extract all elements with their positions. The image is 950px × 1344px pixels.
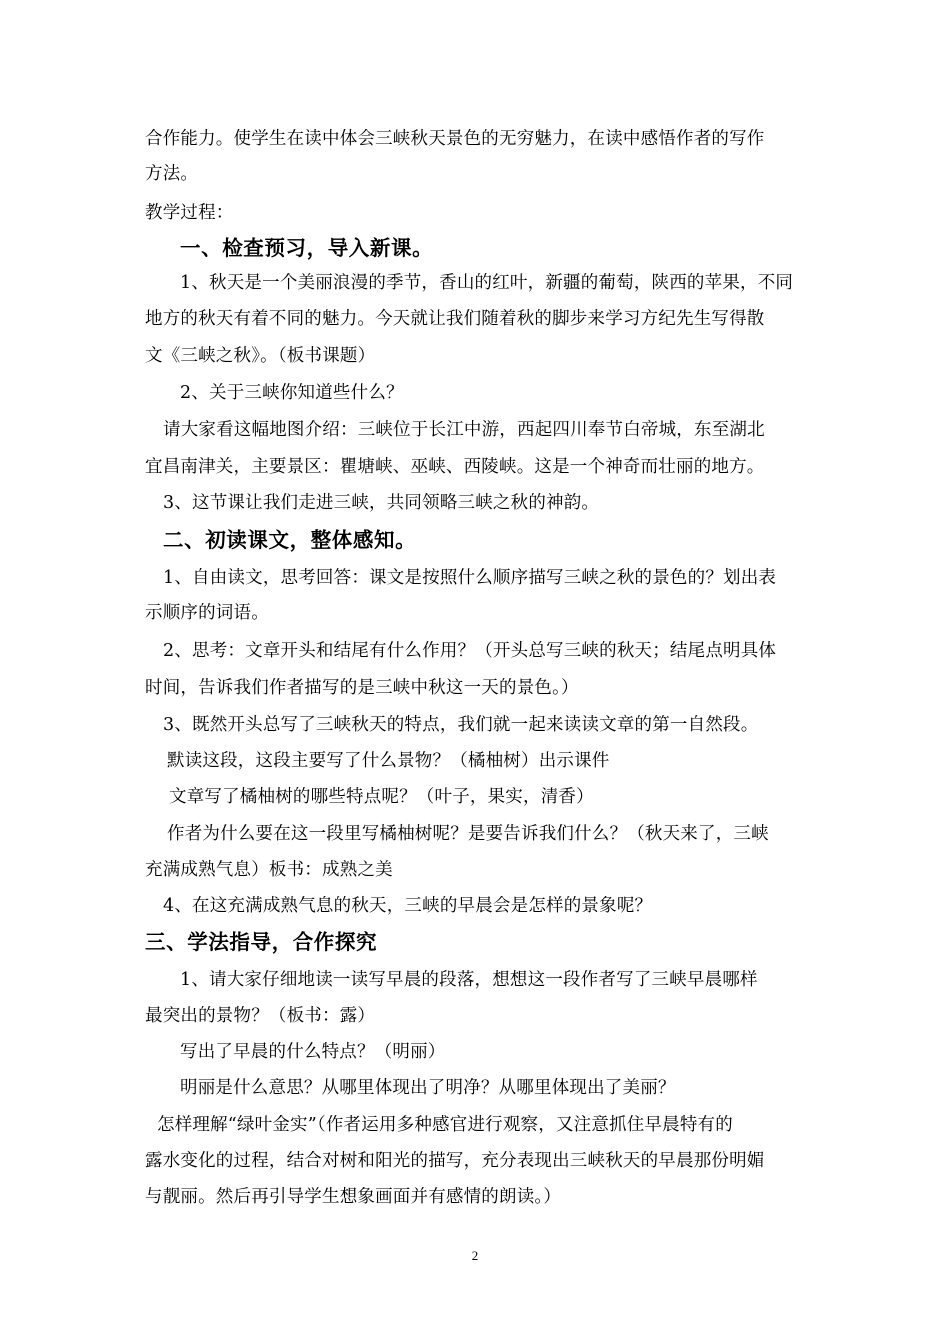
paragraph-line: 1、秋天是一个美丽浪漫的季节，香山的红叶，新疆的葡萄，陕西的苹果，不同 [180, 273, 794, 293]
paragraph-line: 怎样理解“绿叶金实”（作者运用多种感官进行观察，又注意抓住早晨特有的 [157, 1115, 733, 1135]
paragraph-line: 与靓丽。然后再引导学生想象画面并有感情的朗读。） [145, 1187, 562, 1207]
section-heading-2: 二、初读课文，整体感知。 [163, 528, 417, 552]
paragraph-line: 最突出的景物？（板书：露） [145, 1006, 376, 1026]
section-heading-3: 三、学法指导，合作探究 [145, 930, 378, 954]
page-number: 2 [471, 1248, 479, 1263]
paragraph-line: 3、这节课让我们走进三峡，共同领略三峡之秋的神韵。 [163, 493, 600, 513]
paragraph-line: 3、既然开头总写了三峡秋天的特点，我们就一起来读读文章的第一自然段。 [163, 715, 759, 735]
section-label: 教学过程： [145, 203, 234, 223]
paragraph-line: 时间，告诉我们作者描写的是三峡中秋这一天的景色。） [145, 678, 579, 698]
paragraph-line: 4、在这充满成熟气息的秋天，三峡的早晨会是怎样的景象呢？ [163, 896, 653, 916]
paragraph-line: 1、自由读文，思考回答：课文是按照什么顺序描写三峡之秋的景色的？划出表 [163, 568, 777, 588]
paragraph-line: 默读这段，这段主要写了什么景物？（橘柚树）出示课件 [167, 751, 610, 771]
paragraph-line: 明丽是什么意思？从哪里体现出了明净？从哪里体现出了美丽？ [180, 1078, 676, 1098]
paragraph-line: 方法。 [145, 164, 199, 184]
paragraph-line: 文《三峡之秋》。（板书课题） [145, 346, 376, 366]
paragraph-line: 宜昌南津关，主要景区：瞿塘峡、巫峡、西陵峡。这是一个神奇而壮丽的地方。 [145, 457, 765, 477]
paragraph-line: 地方的秋天有着不同的魅力。今天就让我们随着秋的脚步来学习方纪先生写得散 [145, 309, 765, 329]
paragraph-line: 文章写了橘柚树的哪些特点呢？（叶子，果实，清香） [169, 787, 594, 807]
paragraph-line: 2、思考：文章开头和结尾有什么作用？（开头总写三峡的秋天；结尾点明具体 [163, 641, 777, 661]
paragraph-line: 作者为什么要在这一段里写橘柚树呢？是要告诉我们什么？（秋天来了，三峡 [167, 824, 769, 844]
paragraph-line: 合作能力。使学生在读中体会三峡秋天景色的无穷魅力，在读中感悟作者的写作 [145, 129, 765, 149]
paragraph-line: 写出了早晨的什么特点？（明丽） [180, 1042, 446, 1062]
paragraph-line: 露水变化的过程，结合对树和阳光的描写，充分表现出三峡秋天的早晨那份明媚 [145, 1151, 765, 1171]
paragraph-line: 请大家看这幅地图介绍：三峡位于长江中游，西起四川奉节白帝城，东至湖北 [163, 420, 765, 440]
paragraph-line: 示顺序的词语。 [145, 603, 269, 623]
paragraph-line: 充满成熟气息）板书：成熟之美 [145, 860, 393, 880]
paragraph-line: 2、关于三峡你知道些什么？ [180, 383, 404, 403]
section-heading-1: 一、检查预习，导入新课。 [180, 236, 434, 260]
paragraph-line: 1、请大家仔细地读一读写早晨的段落，想想这一段作者写了三峡早晨哪样 [180, 970, 758, 990]
